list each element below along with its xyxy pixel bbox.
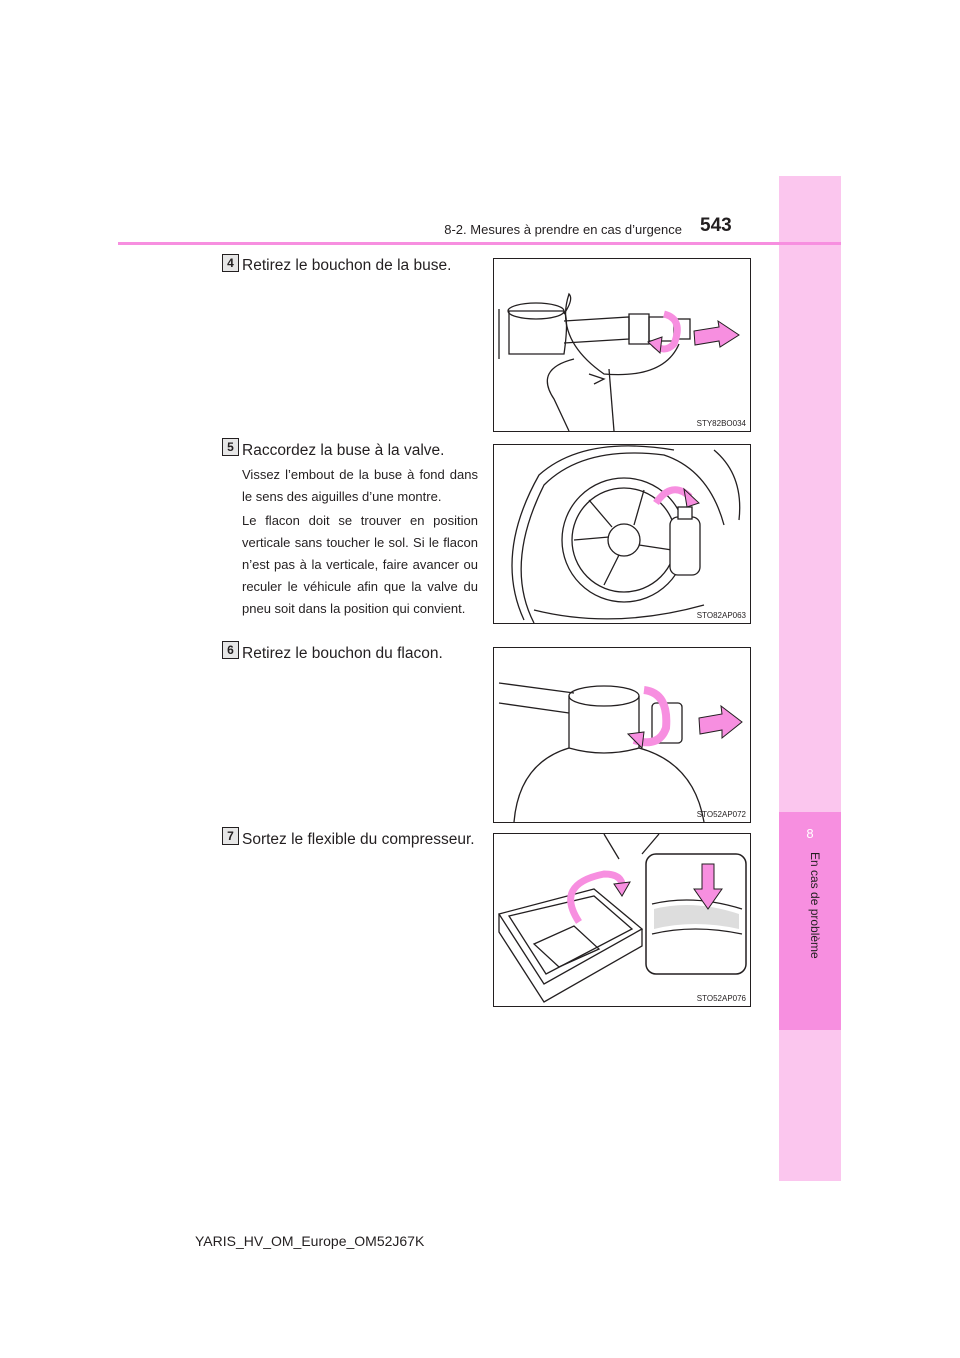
step-4-title: Retirez le bouchon de la buse. [242,257,452,274]
step-6-title: Retirez le bouchon du flacon. [242,645,443,662]
step-7-title: Sortez le flexible du compresseur. [242,831,475,848]
document-code: YARIS_HV_OM_Europe_OM52J67K [195,1233,425,1249]
figure-connect-nozzle-to-valve [493,444,751,624]
figure-code: STY82BO034 [696,419,746,428]
chapter-number: 8 [806,826,814,841]
figure-remove-bottle-cap [493,647,751,823]
step-number-5: 5 [222,438,239,456]
chapter-side-tab [779,176,841,1181]
step-5-instruction-1: Vissez l’embout de la buse à fond dans le sens des aiguilles d’une montre. [242,467,478,504]
figure-code: STO52AP076 [696,994,746,1003]
figure-code: STO82AP063 [696,611,746,620]
figure-take-out-hose [493,833,751,1007]
header-rule [118,242,841,245]
figure-code: STO52AP072 [696,810,746,819]
step-number-6: 6 [222,641,239,659]
chapter-title-vertical: En cas de problème [808,852,822,959]
step-5-title: Raccordez la buse à la valve. [242,442,445,459]
step-number-4: 4 [222,254,239,272]
page-number: 543 [700,215,732,236]
step-number-7: 7 [222,827,239,845]
section-title: 8-2. Mesures à prendre en cas d’urgence [444,222,682,237]
figure-remove-nozzle-cap [493,258,751,432]
step-5-instruction-2: Le flacon doit se trouver en position verticale sans toucher le sol. Si le flacon n’est pas à la verticale, faire avancer ou reculer le véhicule afin que la valve du pneu soit dans la position qui convient. [242,513,478,616]
